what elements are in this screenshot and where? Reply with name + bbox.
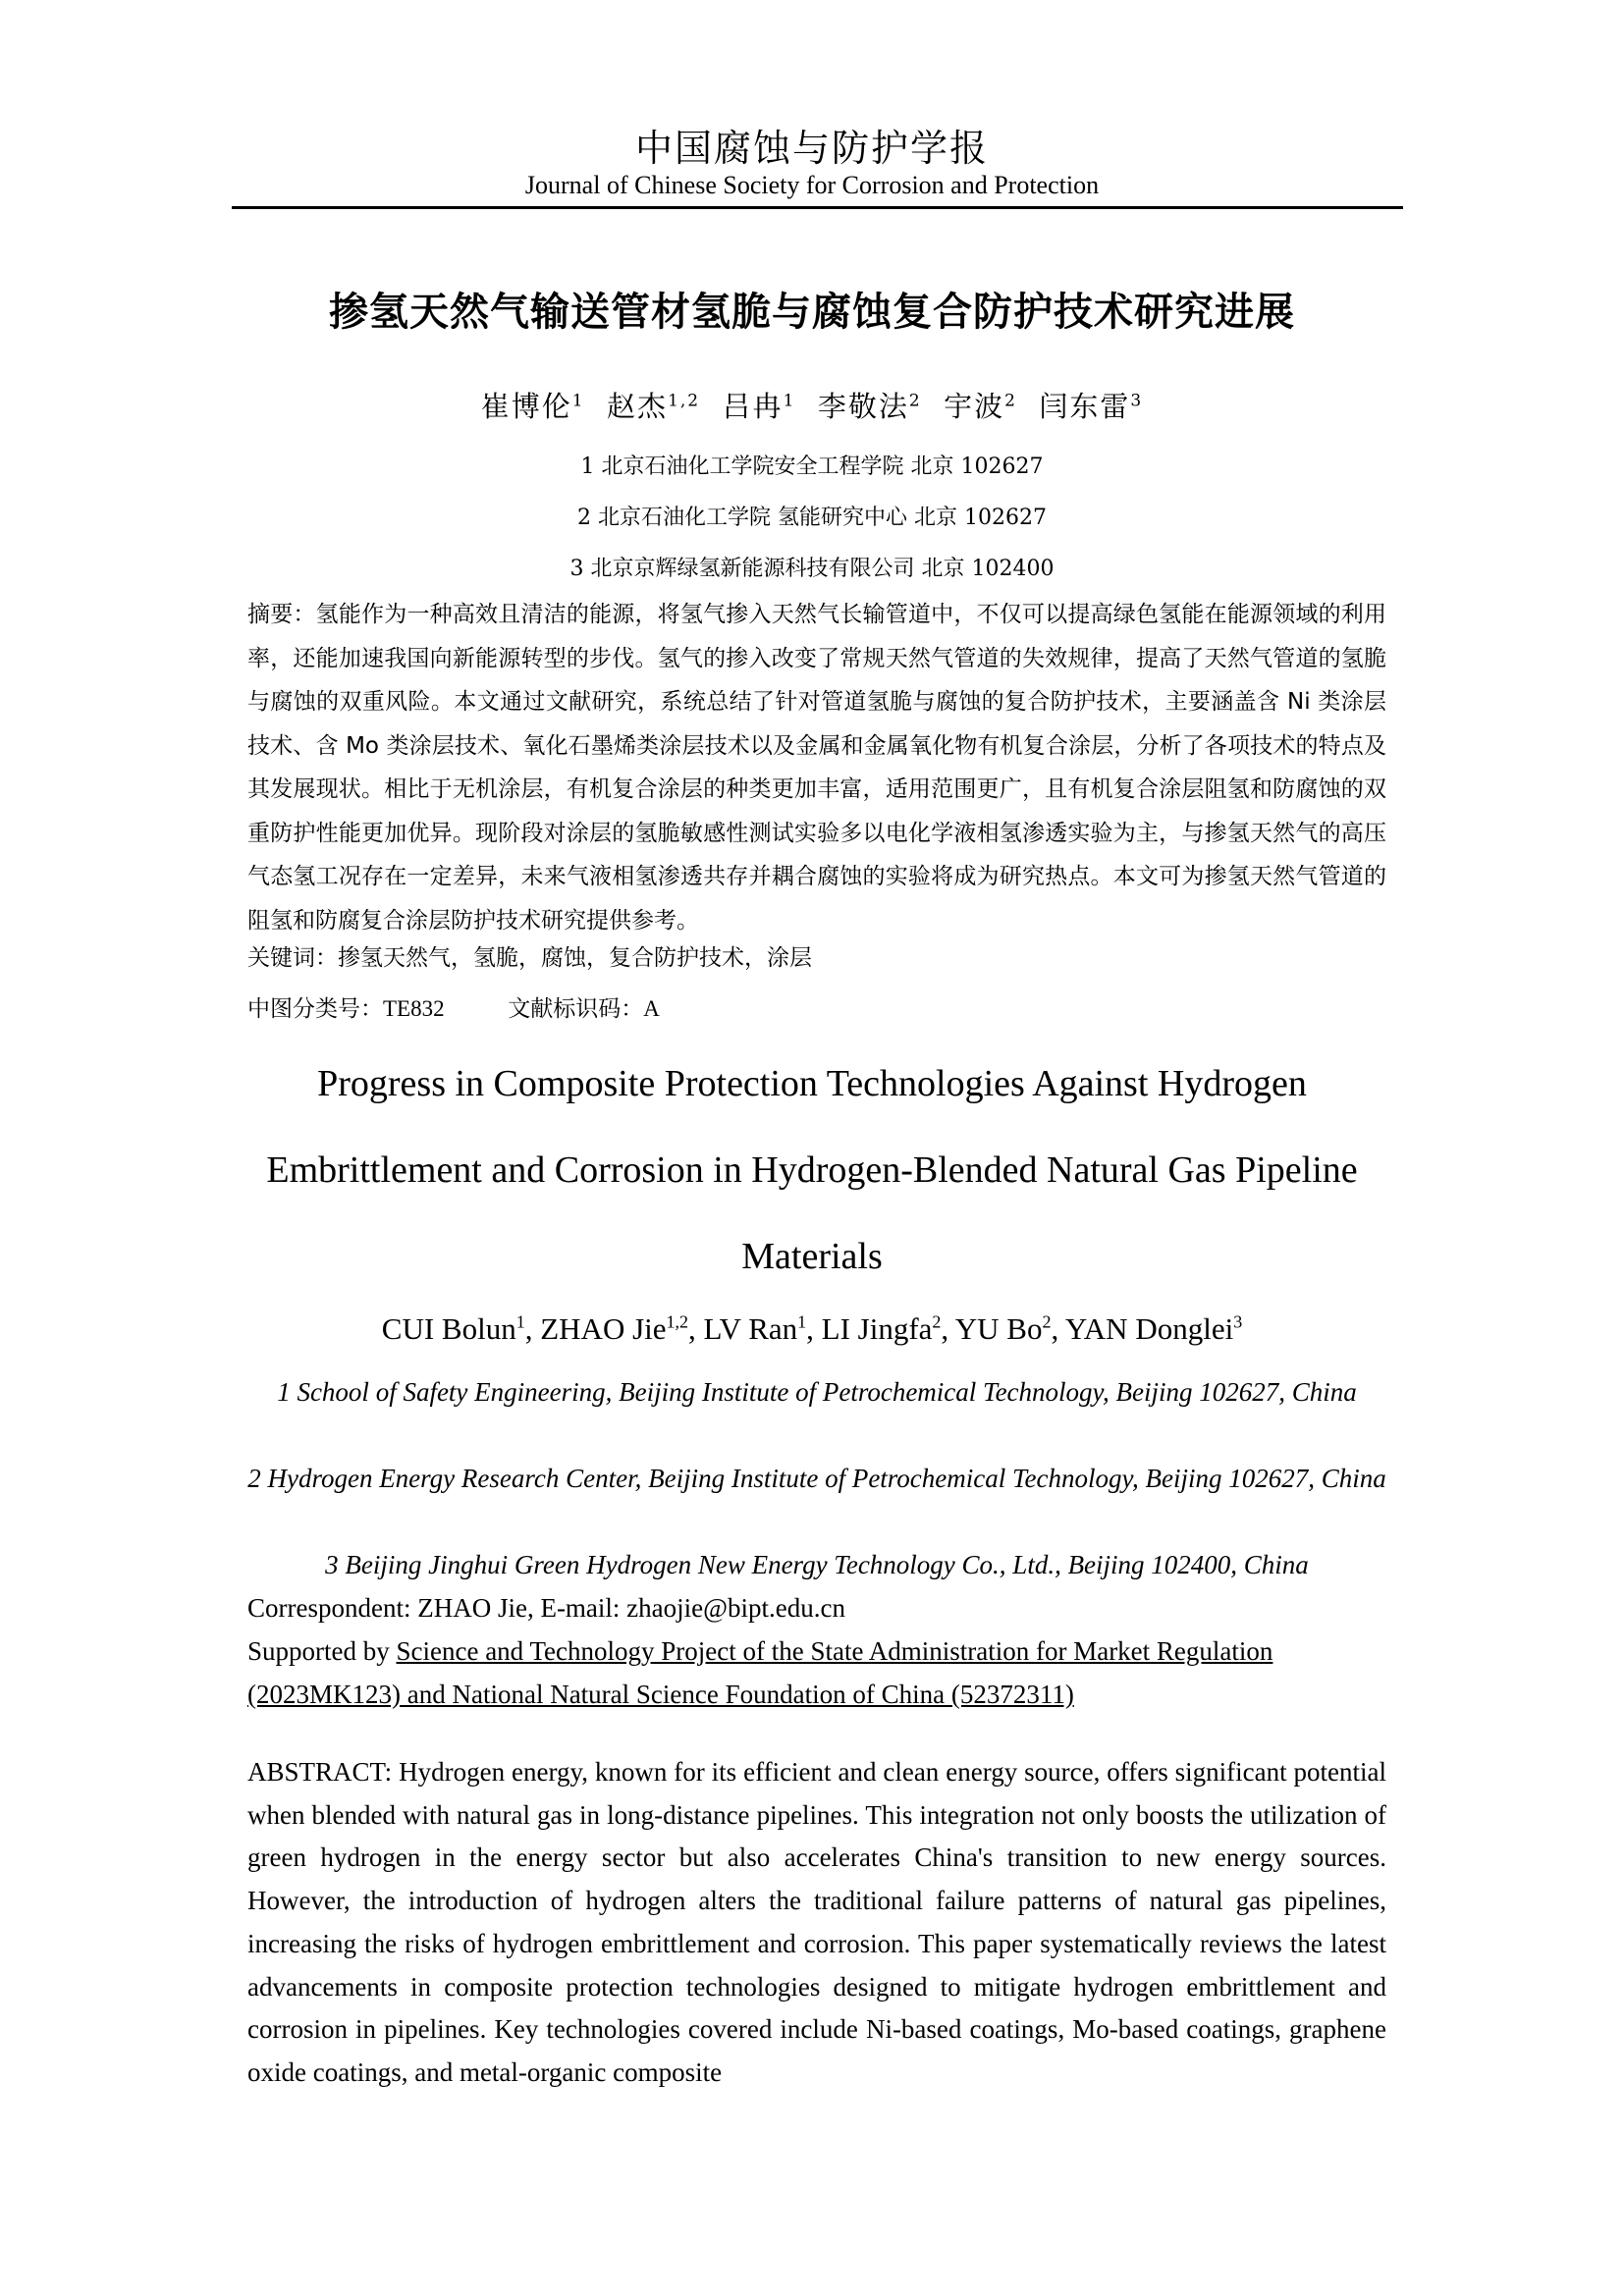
author-cn-affiliation-mark: 1,2 — [668, 391, 701, 411]
abstract-cn-label: 摘要： — [247, 602, 316, 627]
author-cn-affiliation-mark: 3 — [1130, 391, 1144, 411]
author-cn-affiliation-mark: 2 — [908, 391, 922, 411]
author-cn-affiliation-mark: 1 — [571, 391, 585, 411]
author-cn-affiliation-mark: 2 — [1004, 391, 1017, 411]
support-prefix: Supported by — [247, 1636, 397, 1666]
authors-cn — [0, 385, 1624, 425]
author-en-affiliation-mark: 2 — [932, 1311, 942, 1332]
paper-title-cn: 掺氢天然气输送管材氢脆与腐蚀复合防护技术研究进展 — [329, 290, 1295, 335]
classification-line — [247, 988, 1386, 1032]
author-en-affiliation-mark: 2 — [1042, 1311, 1052, 1332]
author-cn: 闫东雷 — [1039, 390, 1131, 423]
author-en-affiliation-mark: 3 — [1233, 1311, 1243, 1332]
author-en-affiliation-mark: 1,2 — [666, 1311, 689, 1332]
affiliation-en-2: 2 Hydrogen Energy Research Center, Beijing Institute of Petrochemical Technology, Beijing 102627, China — [247, 1464, 1386, 1493]
correspondent: Correspondent: ZHAO Jie, E-mail: zhaojie@bipt.edu.cn — [247, 1593, 845, 1623]
paper-title-en-line-1: Progress in Composite Protection Technologies Against Hydrogen — [317, 1063, 1307, 1104]
abstract-en: ABSTRACT: Hydrogen energy, known for its efficient and clean energy source, offers significant potential when blended with natural gas in long-distance pipelines. This integration not only boosts the utilization of green hydrogen in the energy sector but also accelerates China's transition to new energy sources. However, the introduction of hydrogen alters the traditional failure patterns of natural gas pipelines, increasing the risks of hydrogen embrittlement and corrosion. This paper systematically reviews the latest advancements in composite protection technologies designed to mitigate hydrogen embrittlement and corrosion in pipelines. Key technologies covered include Ni-based coatings, Mo-based coatings, graphene oxide coatings, and metal-organic composite — [247, 1757, 1386, 2087]
journal-title-en: Journal of Chinese Society for Corrosion and Protection — [524, 171, 1100, 199]
author-cn: 赵杰 — [607, 390, 669, 423]
author-cn: 李敬法 — [817, 390, 909, 423]
keywords-cn-label: 关键词： — [247, 945, 338, 971]
support-statement — [247, 1629, 1386, 1716]
author-en: LV Ran — [703, 1311, 798, 1346]
doc-code-label: 文献标识码： — [508, 996, 644, 1022]
author-cn: 宇波 — [944, 390, 1005, 423]
author-en-affiliation-mark: 1 — [797, 1311, 807, 1332]
paper-title-en-line-2: Embrittlement and Corrosion in Hydrogen-Blended Natural Gas Pipeline — [266, 1149, 1358, 1191]
author-en: ZHAO Jie — [540, 1311, 667, 1346]
keywords-cn-text: 掺氢天然气，氢脆，腐蚀，复合防护技术，涂层 — [338, 945, 812, 971]
authors-en: CUI Bolun$^1$, ZHAO Jie$^{1,2}$, LV Ran$^1$, LI Jingfa$^2$, YU Bo$^2$, YAN Donglei$^3$ — [381, 1311, 1243, 1346]
paper-title-en-line-3: Materials — [741, 1236, 883, 1277]
author-en: LI Jingfa — [821, 1311, 933, 1346]
affiliation-cn-3: 3 北京京辉绿氢新能源科技有限公司 北京 102400 — [569, 557, 1055, 581]
clc-label: 中图分类号： — [247, 996, 383, 1022]
abstract-cn — [247, 593, 1386, 942]
affiliation-cn-2: 2 北京石油化工学院 氢能研究中心 北京 102627 — [577, 506, 1047, 530]
affiliation-cn-1: 1 北京石油化工学院安全工程学院 北京 102627 — [580, 454, 1044, 479]
author-en: YAN Donglei — [1064, 1311, 1234, 1346]
affiliation-en-3: 3 Beijing Jinghui Green Hydrogen New Energy Technology Co., Ltd., Beijing 102400, China — [325, 1550, 1309, 1579]
author-en: CUI Bolun — [381, 1311, 516, 1346]
clc-value: TE832 — [383, 996, 445, 1021]
funding-link[interactable]: Science and Technology Project of the State Administration for Market Regulation (2023MK123) and National Natural Science Foundation of China (52372311) — [247, 1636, 1273, 1709]
header-rule — [232, 206, 1403, 209]
journal-title-cn: 中国腐蚀与防护学报 — [634, 127, 989, 170]
abstract-cn-text: 氢能作为一种高效且清洁的能源，将氢气掺入天然气长输管道中，不仅可以提高绿色氢能在能源领域的利用率，还能加速我国向新能源转型的步伐。氢气的掺入改变了常规天然气管道的失效规律，提高了天然气管道的氢脆与腐蚀的双重风险。本文通过文献研究，系统总结了针对管道氢脆与腐蚀的复合防护技术，主要涵盖含 Ni 类涂层技术、含 Mo 类涂层技术、氧化石墨烯类涂层技术以及金属和金属氧化物有机复合涂层，分析了各项技术的特点及其发展现状。相比于无机涂层，有机复合涂层的种类更加丰富，适用范围更广，且有机复合涂层阻氢和防腐蚀的双重防护性能更加优异。现阶段对涂层的氢脆敏感性测试实验多以电化学液相氢渗透实验为主，与掺氢天然气的高压气态氢工况存在一定差异，未来气液相氢渗透共存并耦合腐蚀的实验将成为研究热点。本文可为掺氢天然气管道的阻氢和防腐复合涂层防护技术研究提供参考。 — [247, 602, 1387, 934]
author-cn-affiliation-mark: 1 — [783, 391, 796, 411]
author-en-affiliation-mark: 1 — [515, 1311, 525, 1332]
doc-code-value: A — [643, 996, 660, 1021]
author-cn: 吕冉 — [722, 390, 784, 423]
affiliation-en-1: 1 School of Safety Engineering, Beijing Institute of Petrochemical Technology, Beijing 102627, China — [277, 1377, 1357, 1407]
author-en: YU Bo — [954, 1311, 1043, 1346]
keywords-cn — [247, 936, 1386, 981]
author-cn: 崔博伦 — [480, 390, 572, 423]
